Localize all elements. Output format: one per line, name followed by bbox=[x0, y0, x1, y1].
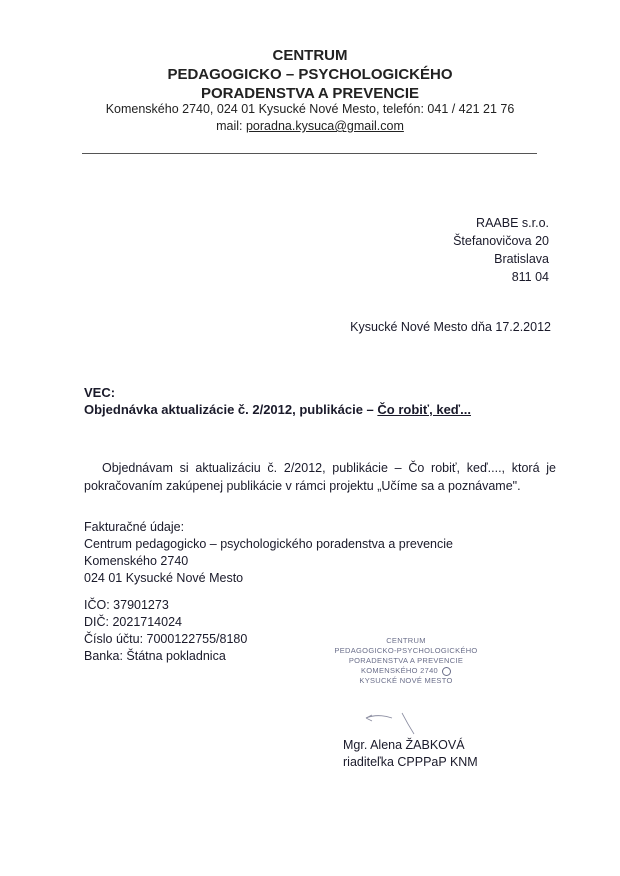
recipient-address bbox=[453, 214, 549, 286]
mail-line bbox=[0, 118, 620, 135]
header-divider bbox=[82, 153, 537, 154]
recipient-name: RAABE s.r.o. bbox=[476, 216, 549, 230]
signer-role: riaditeľka CPPPaP KNM bbox=[343, 755, 478, 769]
recipient-city: Bratislava bbox=[494, 252, 549, 266]
mail-label: mail: bbox=[216, 119, 246, 133]
ico-number: IČO: 37901273 bbox=[84, 598, 169, 612]
letterhead-contact bbox=[0, 101, 620, 135]
billing-label: Fakturačné údaje: bbox=[84, 520, 185, 534]
org-name-line3: PORADENSTVA A PREVENCIE bbox=[200, 85, 420, 102]
address-line: Komenského 2740, 024 01 Kysucké Nové Mesto, telefón: 041 / 421 21 76 bbox=[105, 102, 515, 116]
letter-body: Objednávam si aktualizáciu č. 2/2012, publikácie – Čo robiť, keď...., ktorá je pokračovaním zakúpenej publikácie v rámci projektu „Učíme sa a poznávame". bbox=[84, 461, 556, 493]
account-number: Číslo účtu: 7000122755/8180 bbox=[84, 632, 248, 646]
subject-block bbox=[84, 384, 471, 418]
bank-name: Banka: Štátna pokladnica bbox=[84, 649, 226, 663]
official-stamp bbox=[331, 636, 481, 686]
billing-details bbox=[84, 519, 453, 587]
stamp-line5: KYSUCKÉ NOVÉ MESTO bbox=[359, 676, 453, 685]
recipient-zip: 811 04 bbox=[511, 270, 549, 284]
billing-street: Komenského 2740 bbox=[84, 554, 189, 568]
stamp-line2: PEDAGOGICKO-PSYCHOLOGICKÉHO bbox=[334, 646, 478, 655]
stamp-line3: PORADENSTVA A PREVENCIE bbox=[348, 656, 464, 665]
subject-prefix: Objednávka aktualizácie č. 2/2012, publikácie – bbox=[84, 402, 378, 417]
billing-org: Centrum pedagogicko – psychologického poradenstva a prevencie bbox=[84, 537, 453, 551]
stamp-line1: CENTRUM bbox=[386, 636, 426, 645]
recipient-street: Štefanovičova 20 bbox=[453, 234, 549, 248]
stamp-line4: KOMENSKÉHO 2740 bbox=[360, 666, 439, 675]
stamp-line4-wrap bbox=[331, 666, 481, 676]
stamp-emblem-icon bbox=[442, 667, 451, 676]
subject-publication-title: Čo robiť, keď... bbox=[377, 402, 471, 417]
signer-block bbox=[343, 737, 478, 771]
subject-label: VEC: bbox=[84, 385, 116, 400]
letterhead-organization bbox=[0, 46, 620, 103]
identification-numbers bbox=[84, 597, 247, 665]
org-name-line2: PEDAGOGICKO – PSYCHOLOGICKÉHO bbox=[167, 66, 453, 83]
place-and-date: Kysucké Nové Mesto dňa 17.2.2012 bbox=[350, 320, 551, 334]
signer-name: Mgr. Alena ŽABKOVÁ bbox=[343, 738, 465, 752]
dic-number: DIČ: 2021714024 bbox=[84, 615, 182, 629]
subject-text bbox=[84, 401, 471, 418]
billing-city: 024 01 Kysucké Nové Mesto bbox=[84, 571, 244, 585]
email-link[interactable]: poradna.kysuca@gmail.com bbox=[245, 119, 404, 133]
org-name-line1: CENTRUM bbox=[272, 47, 348, 64]
